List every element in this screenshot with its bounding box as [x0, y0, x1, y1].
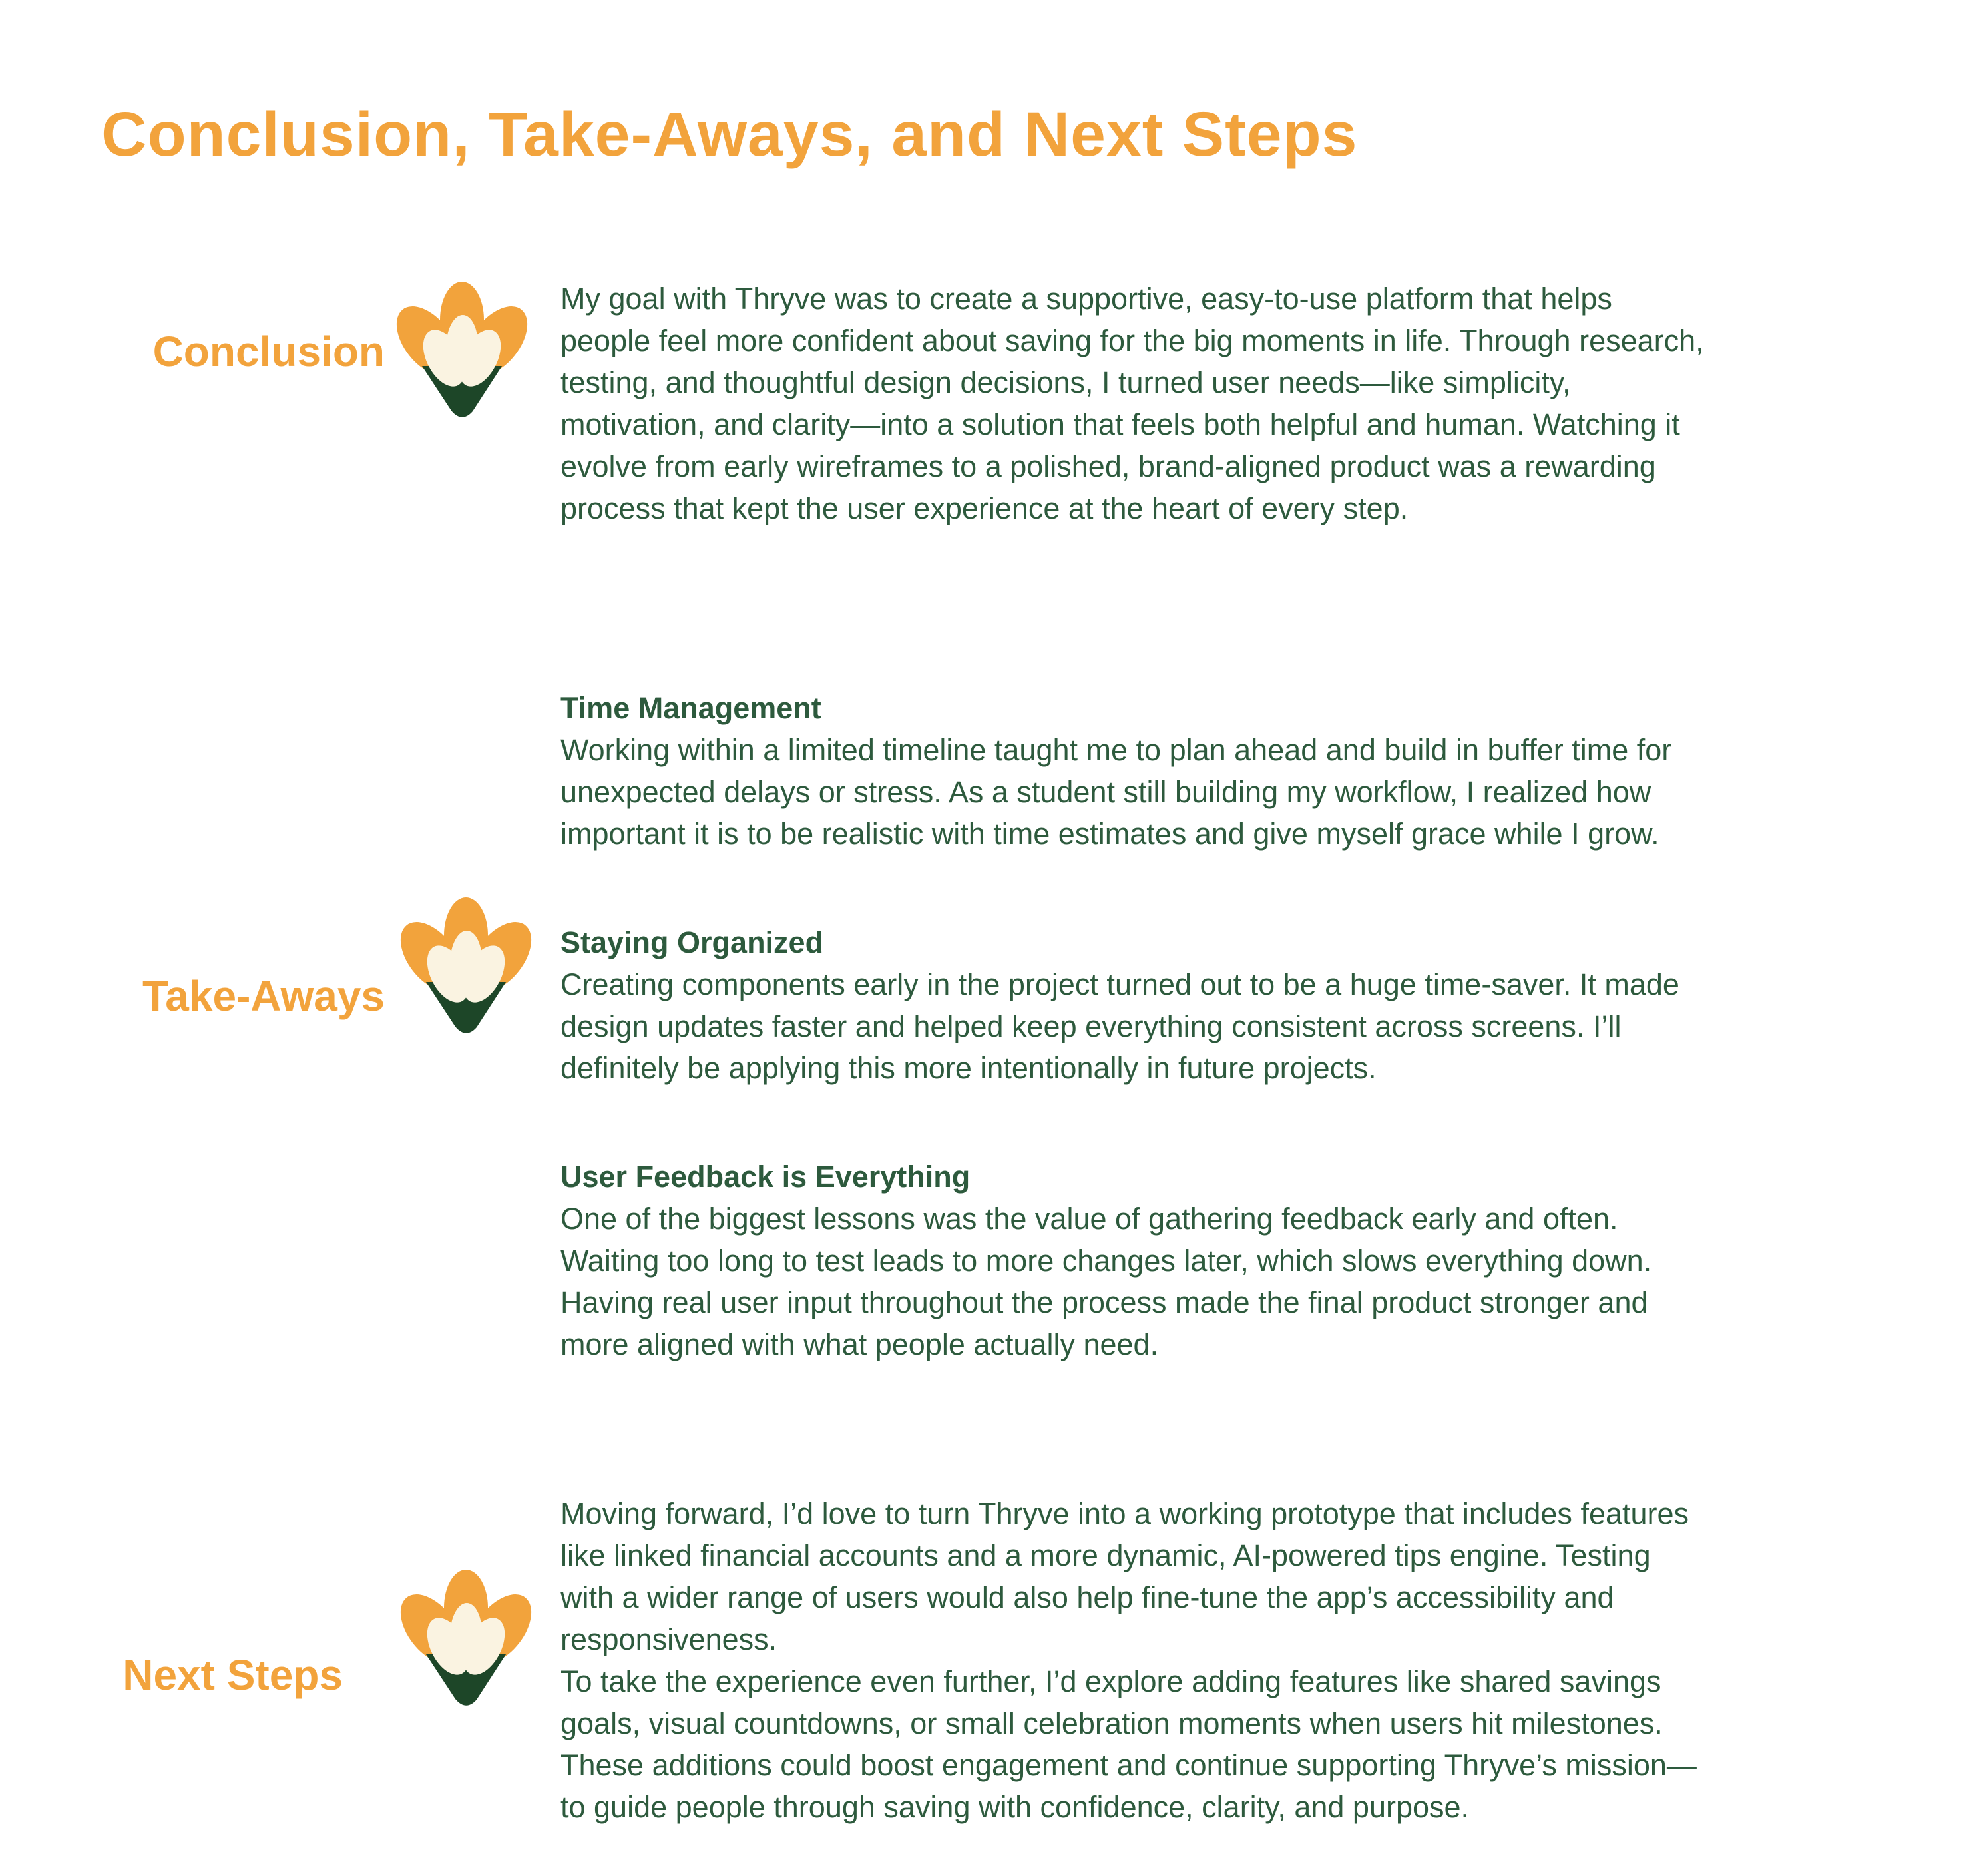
- takeaway-paragraph: Creating components early in the project turned out to be a huge time-saver. It made design updates faster and helped keep everything consistent across screens. I’ll definitely be applying this more intentionally in future projects.: [560, 967, 1679, 1085]
- takeaway-block-user-feedback: [560, 1156, 1705, 1365]
- next-steps-label: Next Steps: [122, 1651, 343, 1699]
- next-steps-paragraph-1: Moving forward, I’d love to turn Thryve into a working prototype that includes features like linked financial accounts and a more dynamic, AI-powered tips engine. Testing with a wider range of users would also help fine-tune the app’s accessibility and responsiveness.: [560, 1497, 1689, 1656]
- takeaway-heading: Time Management: [560, 691, 821, 725]
- next-steps-text-column: [560, 1493, 1705, 1828]
- takeaway-heading: User Feedback is Everything: [560, 1160, 971, 1194]
- next-steps-paragraph-2: To take the experience even further, I’d explore adding features like shared savings goals, visual countdowns, or small celebration moments when users hit milestones. These additions could boost engagement and continue supporting Thryve’s mission—to guide people through saving with confidence, clarity, and purpose.: [560, 1664, 1697, 1824]
- takeaway-heading: Staying Organized: [560, 925, 824, 959]
- flower-icon: [399, 895, 533, 1039]
- flower-icon: [399, 1568, 533, 1711]
- takeaway-paragraph: One of the biggest lessons was the value of gathering feedback early and often. Waiting too long to test leads to more changes later, which slows everything down. Having real user input throughout the process made the final product stronger and more aligned with what people actually need.: [560, 1202, 1652, 1361]
- next-steps-label-wrap: [0, 1650, 343, 1701]
- takeaway-block-time-management: [560, 687, 1705, 855]
- page-title: Conclusion, Take-Aways, and Next Steps: [101, 99, 1358, 170]
- take-aways-label: Take-Aways: [142, 972, 385, 1020]
- flower-icon: [395, 280, 529, 423]
- conclusion-text-column: [560, 278, 1705, 529]
- takeaway-paragraph: Working within a limited timeline taught me to plan ahead and build in buffer time for unexpected delays or stress. As a student still building my workflow, I realized how important it is to be realistic with time estimates and give myself grace while I grow.: [560, 733, 1672, 851]
- conclusion-label-wrap: [0, 326, 385, 377]
- conclusion-label: Conclusion: [152, 328, 385, 375]
- takeaway-block-staying-organized: [560, 921, 1705, 1089]
- take-aways-text-column: [560, 687, 1705, 1365]
- take-aways-label-wrap: [0, 971, 385, 1022]
- conclusion-paragraph: My goal with Thryve was to create a supportive, easy-to-use platform that helps people feel more confident about saving for the big moments in life. Through research, testing, and thoughtful design decisions, I turned user needs—like simplicity, motivation, and clarity—into a solution that feels both helpful and human. Watching it evolve from early wireframes to a polished, brand-aligned product was a rewarding process that kept the user experience at the heart of every step.: [560, 282, 1704, 525]
